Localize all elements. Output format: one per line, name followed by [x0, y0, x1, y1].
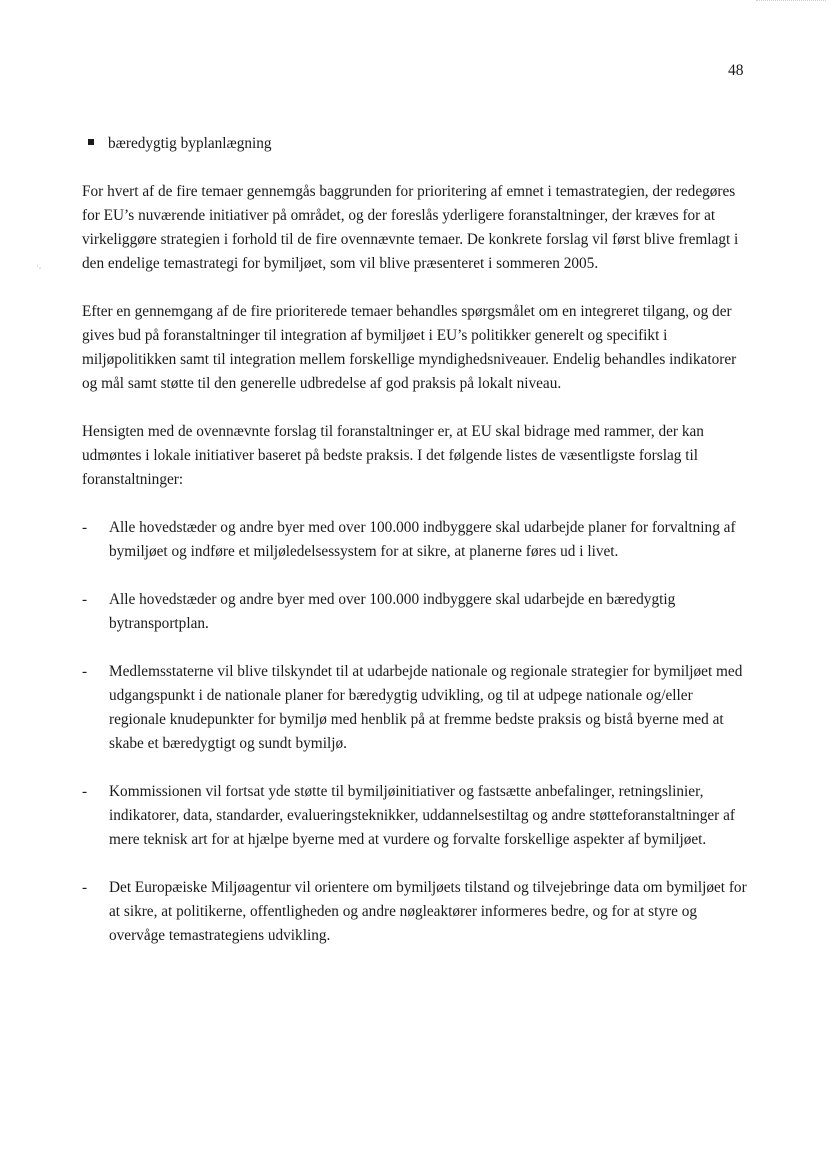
- dash-marker: -: [82, 663, 88, 680]
- dash-list-item: [82, 660, 750, 756]
- dash-marker: -: [82, 591, 88, 608]
- dash-list-item: [82, 780, 750, 852]
- bullet-list-item: [82, 132, 750, 156]
- dash-list-item: [82, 588, 750, 636]
- paragraph-1: For hvert af de fire temaer gennemgås baggrunden for prioritering af emnet i temastrategien, der redegøres for EU’s nuværende initiativer på området, og der foreslås yderligere foranstaltninger, der kræves for at virkeliggøre strategien i forhold til de fire ovennævnte temaer. De konkrete forslag vil først blive fremlagt i den endelige temastrategi for bymiljøet, som vil blive præsenteret i sommeren 2005.: [82, 183, 739, 272]
- bullet-item-text: bæredygtig byplanlægning: [108, 135, 272, 152]
- dash-list-item: [82, 876, 750, 948]
- square-bullet-icon: [88, 139, 94, 145]
- page-number: 48: [728, 62, 744, 79]
- paragraph-2: Efter en gennemgang af de fire prioriterede temaer behandles spørgsmålet om en integreret tilgang, og der gives bud på foranstaltninger til integration af bymiljøet i EU’s politikker generelt og specifikt i miljøpolitikken samt til integration mellem forskellige myndighedsniveauer. Endelig behandles indikatorer og mål samt støtte til den generelle udbredelse af god praksis på lokalt niveau.: [82, 303, 737, 392]
- scan-speck: ˙·: [36, 264, 42, 273]
- dash-marker: -: [82, 879, 88, 896]
- dash-list-item: [82, 516, 750, 564]
- dash-item-text: Det Europæiske Miljøagentur vil orientere om bymiljøets tilstand og tilvejebringe data om bymiljøet for at sikre, at politikerne, offentligheden og andre nøgleaktører informeres bedre, og for at styre og overvåge temastrategiens udvikling.: [109, 879, 747, 944]
- dash-item-text: Alle hovedstæder og andre byer med over 100.000 indbyggere skal udarbejde en bæredygtig bytransportplan.: [109, 591, 676, 632]
- dash-item-text: Alle hovedstæder og andre byer med over 100.000 indbyggere skal udarbejde planer for forvaltning af bymiljøet og indføre et miljøledelsessystem for at sikre, at planerne føres ud i livet.: [109, 519, 736, 560]
- dash-marker: -: [82, 783, 88, 800]
- dash-marker: -: [82, 519, 88, 536]
- document-body: [82, 132, 750, 972]
- paragraph-3: Hensigten med de ovennævnte forslag til foranstaltninger er, at EU skal bidrage med rammer, der kan udmøntes i lokale initiativer baseret på bedste praksis. I det følgende listes de væsentligste forslag til foranstaltninger:: [82, 423, 704, 488]
- scan-artifact: [756, 0, 826, 3]
- dash-item-text: Kommissionen vil fortsat yde støtte til bymiljøinitiativer og fastsætte anbefalinger, retningslinier, indikatorer, data, standarder, evalueringsteknikker, uddannelsestiltag og andre støtteforanstaltninger af mere teknisk art for at hjælpe byerne med at vurdere og forvalte forskellige aspekter af bymiljøet.: [109, 783, 735, 848]
- dash-item-text: Medlemsstaterne vil blive tilskyndet til at udarbejde nationale og regionale strategier for bymiljøet med udgangspunkt i de nationale planer for bæredygtig udvikling, og til at udpege nationale og/eller regionale knudepunkter for bymiljø med henblik på at fremme bedste praksis og bistå byerne med at skabe et bæredygtigt og sundt bymiljø.: [109, 663, 743, 752]
